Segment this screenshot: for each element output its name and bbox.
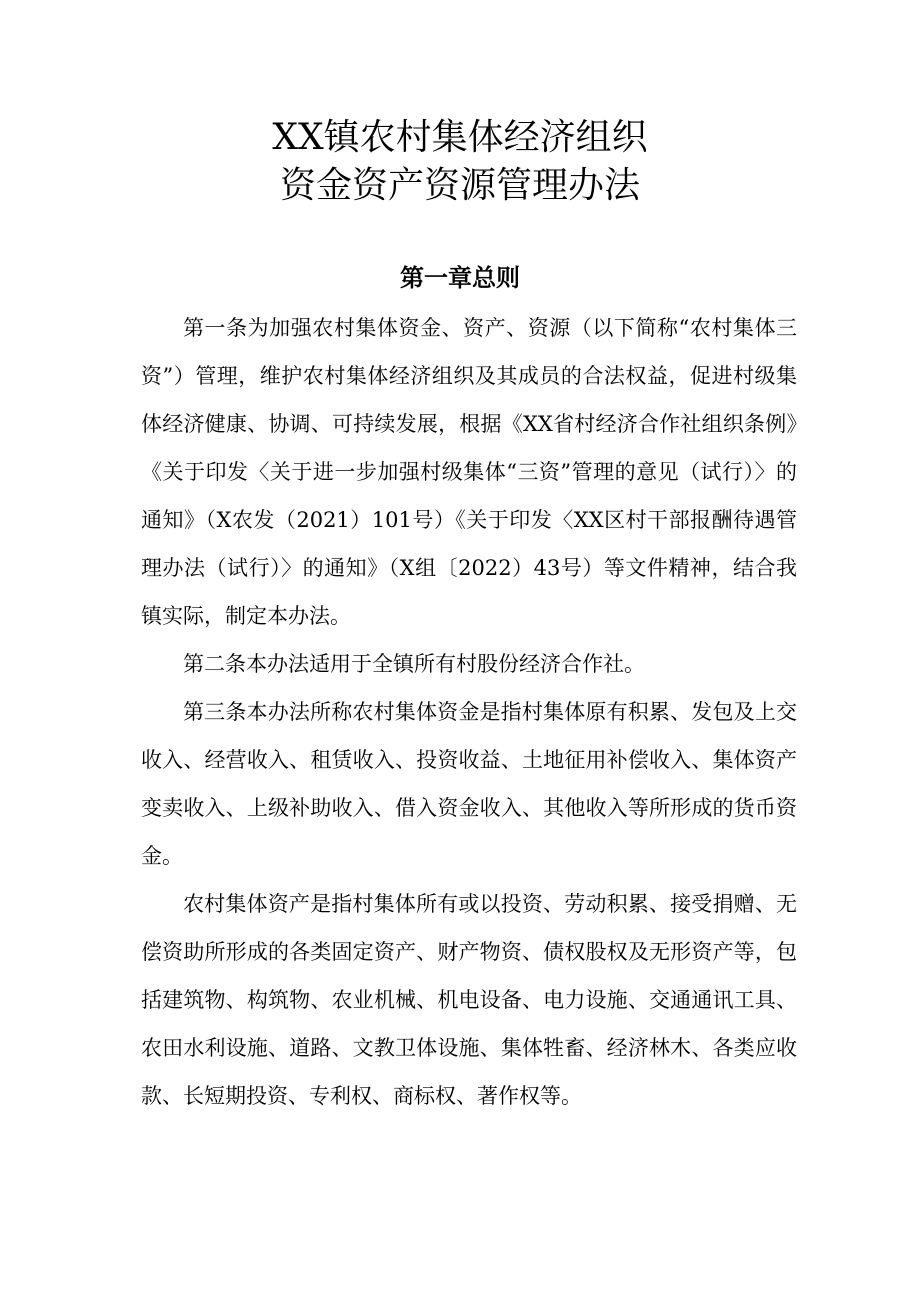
article-2-paragraph: 第二条本办法适用于全镇所有村股份经济合作社。 [183, 652, 645, 676]
document-title-line-1: XX镇农村集体经济组织 [272, 117, 648, 158]
document-title-line-2: 资金资产资源管理办法 [279, 165, 640, 206]
chapter-heading: 第一章总则 [400, 264, 520, 292]
article-1-paragraph: 第一条为加强农村集体资金、资产、资源（以下简称“农村集体三资”）管理，维护农村集体经济组织及其成员的合法权益，促进村级集体经济健康、协调、可持续发展，根据《XX省村经济合作社组织条例》《关于印发〈关于进一步加强村级集体“三资”管理的意见（试行）〉的通知》（X农发（2021）101号）《关于印发〈XX区村干部报酬待遇管理办法（试行）〉的通知》（X组〔2022）43号）等文件精神，结合我镇实际，制定本办法。 [141, 316, 797, 628]
article-3-paragraph: 第三条本办法所称农村集体资金是指村集体原有积累、发包及上交收入、经营收入、租赁收入、投资收益、土地征用补偿收入、集体资产变卖收入、上级补助收入、借入资金收入、其他收入等所形成的货币资金。 [141, 700, 797, 868]
collective-assets-paragraph: 农村集体资产是指村集体所有或以投资、劳动积累、接受捐赠、无偿资助所形成的各类固定资产、财产物资、债权股权及无形资产等，包括建筑物、构筑物、农业机械、机电设备、电力设施、交通通讯工具、农田水利设施、道路、文教卫体设施、集体牲畜、经济林木、各类应收款、长短期投资、专利权、商标权、著作权等。 [141, 892, 797, 1108]
